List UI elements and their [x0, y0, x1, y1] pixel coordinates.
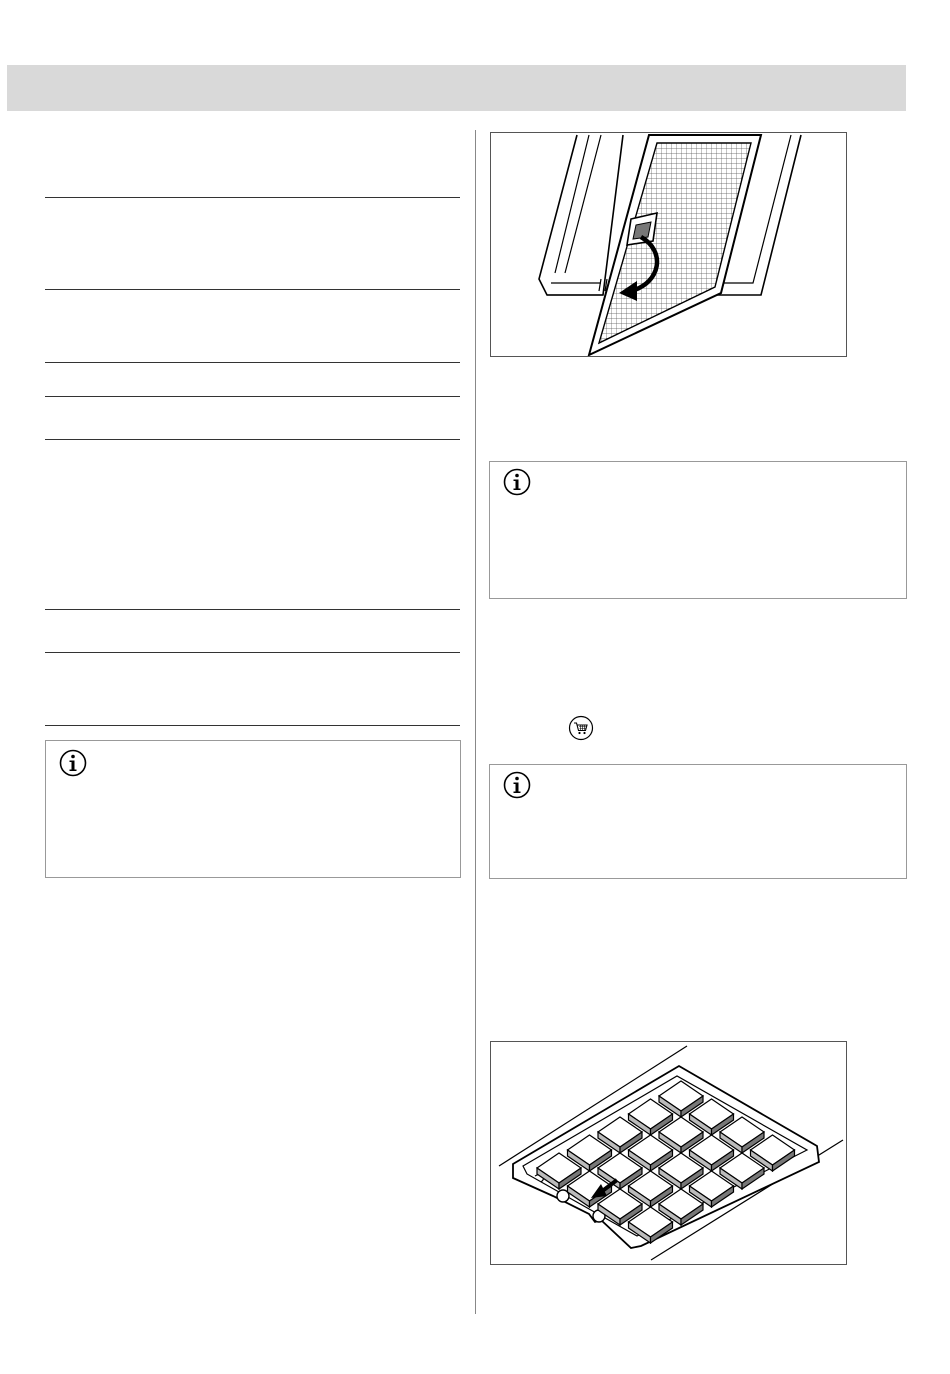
table-rule: [45, 362, 460, 363]
info-box-right-1: [489, 461, 907, 599]
grease-filter-figure: [490, 132, 847, 357]
table-rule: [45, 289, 460, 290]
info-icon: [58, 748, 88, 778]
table-rule: [45, 439, 460, 440]
filter-release-illustration: [491, 133, 846, 356]
info-box-right-2: [489, 764, 907, 879]
info-box-left: [45, 740, 461, 878]
carbon-filter-illustration: [491, 1042, 846, 1264]
column-divider: [475, 130, 476, 1314]
table-rule: [45, 609, 460, 610]
table-rule: [45, 652, 460, 653]
table-rule: [45, 197, 460, 198]
info-icon: [502, 770, 532, 800]
table-rule: [45, 725, 460, 726]
carbon-filter-figure: [490, 1041, 847, 1265]
info-icon: [502, 467, 532, 497]
shopping-cart-icon: [568, 715, 594, 741]
section-header-band: [7, 65, 906, 111]
table-rule: [45, 396, 460, 397]
